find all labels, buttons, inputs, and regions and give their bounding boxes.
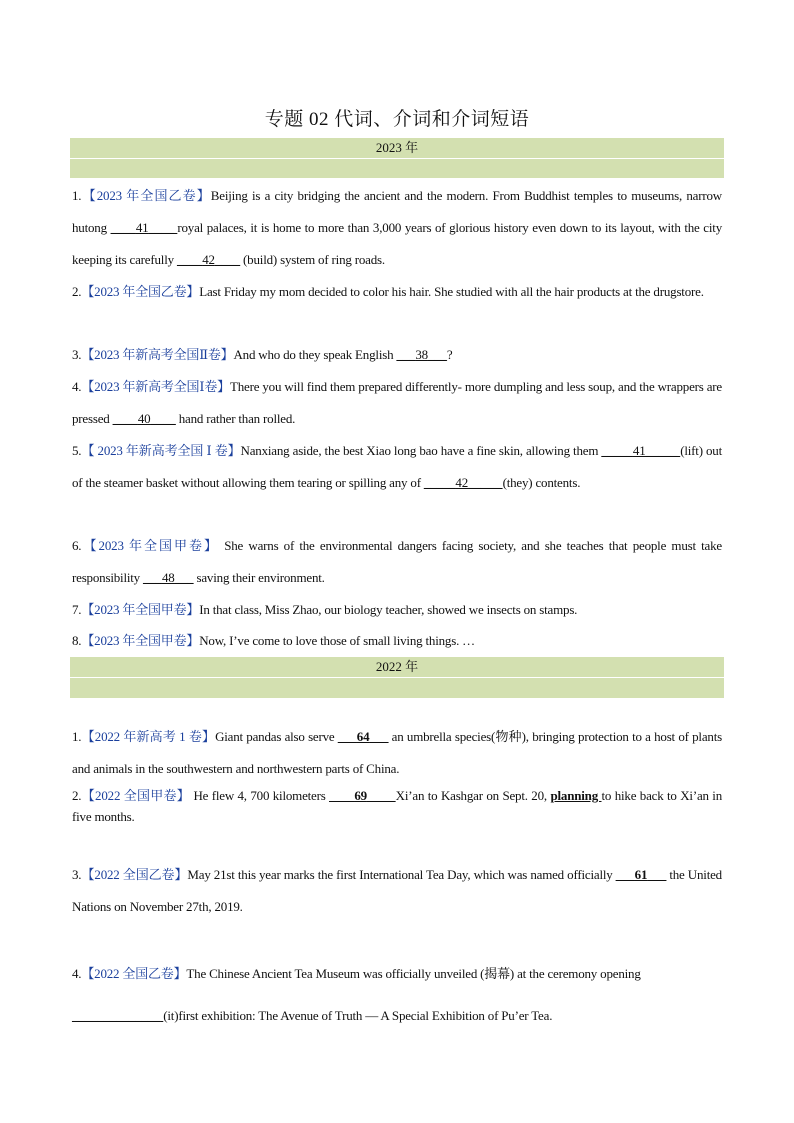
- blank-number: 41: [632, 443, 646, 458]
- answer-blank[interactable]: ___38___: [396, 347, 447, 362]
- question-number: 1.: [72, 729, 82, 744]
- question-item: [72, 371, 722, 435]
- question-text: Xi’an to Kashgar on Sept. 20,: [395, 788, 551, 803]
- question-text: saving their environment.: [193, 570, 325, 585]
- blank-number: 38: [415, 347, 428, 362]
- question-text: He flew 4, 700 kilometers: [189, 788, 330, 803]
- question-text: royal palaces, it is home to more than 3,000 years of glorious history even down to its layout, with the city keeping its carefully: [72, 220, 722, 267]
- question-number: 4.: [72, 379, 82, 394]
- question-text: (lift) out of the steamer basket without allowing them tearing or spilling any of: [72, 443, 722, 490]
- blank-number: 48: [161, 570, 175, 585]
- question-source: 【2022 年新高考 1 卷】: [81, 729, 216, 744]
- blank-number: 40: [137, 411, 151, 426]
- question-number: 2.: [72, 284, 82, 299]
- question-text: There you will find them prepared differently- more dumpling and less soup, and the wrappers are pressed: [72, 379, 722, 426]
- question-source: 【 2023 年新高考全国 Ⅰ 卷】: [81, 443, 241, 458]
- answer-blank[interactable]: ___48___: [143, 570, 194, 585]
- question-number: 5.: [72, 443, 82, 458]
- question-text: Last Friday my mom decided to color his hair. She studied with all the hair products at the drugstore.: [199, 284, 704, 299]
- answer-blank[interactable]: ____40____: [112, 411, 176, 426]
- question-text: (they) contents.: [502, 475, 581, 490]
- question-item: [72, 435, 722, 499]
- answer-blank[interactable]: ___64___: [337, 729, 389, 744]
- question-source: 【2023 年全国乙卷】: [81, 188, 211, 203]
- question-text: And who do they speak English: [233, 347, 397, 362]
- document-title: 专题 02 代词、介词和介词短语: [264, 109, 530, 130]
- question-text: May 21st this year marks the first International Tea Day, which was named officially: [187, 867, 616, 882]
- question-item: [72, 530, 722, 594]
- question-number: 8.: [72, 633, 82, 648]
- question-item: [72, 859, 722, 923]
- question-item: [72, 625, 722, 657]
- question-item: [72, 953, 722, 1037]
- blank-number: 64: [356, 729, 370, 744]
- question-source: 【2022 全国甲卷】: [81, 788, 190, 803]
- question-text: the United Nations on November 27th, 2019.: [72, 867, 722, 914]
- blank-number: 41: [135, 220, 149, 235]
- blank-number: 61: [634, 867, 648, 882]
- question-item: [72, 180, 722, 276]
- question-text: She warns of the environmental dangers facing society, and she teaches that people must take responsibility: [72, 538, 722, 585]
- question-source: 【2023 年新高考全国Ⅱ卷】: [81, 347, 234, 362]
- question-text: Giant pandas also serve: [215, 729, 338, 744]
- underlined-word: planning: [550, 788, 602, 803]
- question-text: In that class, Miss Zhao, our biology teacher, showed we insects on stamps.: [199, 602, 578, 617]
- answer-blank[interactable]: ____41____: [110, 220, 178, 235]
- question-source: 【2023 年全国甲卷】: [81, 538, 219, 553]
- question-number: 7.: [72, 602, 82, 617]
- question-text: (build) system of ring roads.: [240, 252, 385, 267]
- question-number: 4.: [72, 966, 82, 981]
- question-number: 3.: [72, 867, 82, 882]
- question-item: [72, 276, 722, 308]
- question-text: to hike back to Xi’an in five months.: [72, 788, 723, 824]
- question-item: [72, 785, 722, 827]
- blank-number: 42: [202, 252, 215, 267]
- section-band-2023: [70, 138, 724, 178]
- question-number: 2.: [72, 788, 82, 803]
- question-source: 【2023 年新高考全国Ⅰ卷】: [81, 379, 230, 394]
- question-text: Now, I’ve come to love those of small living things. …: [199, 633, 475, 648]
- question-item: [72, 594, 722, 626]
- question-number: 1.: [72, 188, 82, 203]
- blank-number: 42: [455, 475, 469, 490]
- answer-blank[interactable]: _____41_____: [601, 443, 681, 458]
- question-number: 6.: [72, 538, 82, 553]
- answer-blank[interactable]: ____69____: [329, 788, 396, 803]
- answer-blank[interactable]: _____42_____: [423, 475, 503, 490]
- question-text: (it)first exhibition: The Avenue of Truth — A Special Exhibition of Pu’er Tea.: [163, 1008, 553, 1023]
- blank-number: 69: [354, 788, 367, 803]
- section-band-2022: [70, 657, 724, 698]
- question-text: an umbrella species(物种), bringing protection to a host of plants and animals in the southwestern and northwestern parts of China.: [72, 729, 722, 776]
- answer-blank[interactable]: ___61___: [615, 867, 667, 882]
- answer-blank[interactable]: ____42____: [176, 252, 240, 267]
- answer-blank[interactable]: ______________: [72, 1008, 161, 1023]
- section-year-label: 2022 年: [70, 657, 724, 678]
- question-text: Nanxiang aside, the best Xiao long bao have a fine skin, allowing them: [240, 443, 602, 458]
- question-source: 【2023 年全国甲卷】: [81, 633, 200, 648]
- question-source: 【2022 全国乙卷】: [81, 966, 187, 981]
- question-text: ?: [446, 347, 453, 362]
- question-text: Beijing is a city bridging the ancient and the modern. From Buddhist temples to museums, narrow hutong: [72, 188, 722, 235]
- question-source: 【2023 年全国乙卷】: [81, 284, 200, 299]
- question-source: 【2023 年全国甲卷】: [81, 602, 200, 617]
- question-item: [72, 339, 722, 371]
- question-number: 3.: [72, 347, 82, 362]
- question-text: hand rather than rolled.: [175, 411, 296, 426]
- question-item: [72, 721, 722, 785]
- question-text: The Chinese Ancient Tea Museum was officially unveiled (揭幕) at the ceremony opening: [186, 966, 641, 981]
- question-source: 【2022 全国乙卷】: [81, 867, 188, 882]
- section-year-label: 2023 年: [70, 138, 724, 159]
